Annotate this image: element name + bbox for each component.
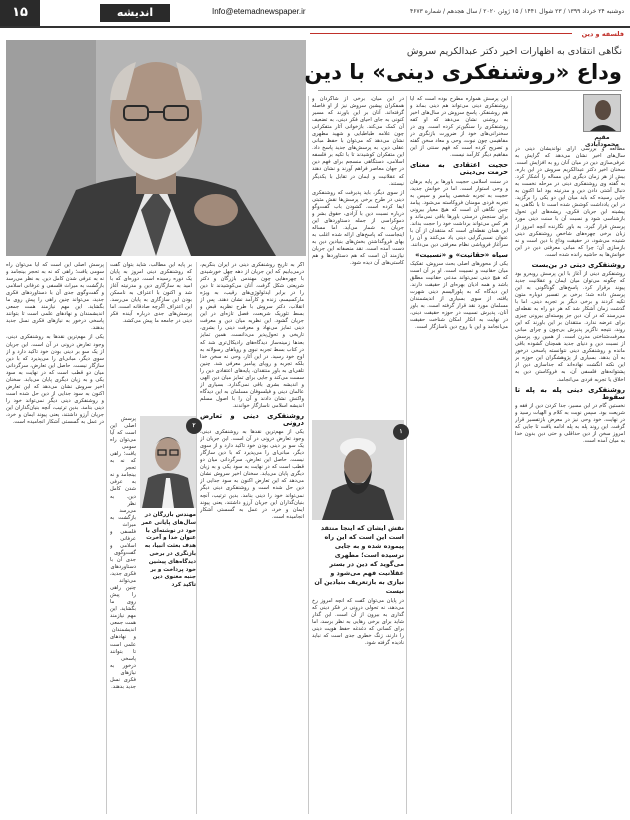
hero-portrait-photo (6, 40, 306, 256)
column-divider (511, 96, 512, 814)
author-avatar (583, 94, 621, 132)
page-header (0, 0, 630, 26)
paragraph: اگر به تاریخ روشنفکری دینی در ایران بنگریم، درمی‌یابیم که این جریان از دهه چهل خورشیدی با چهره‌هایی چون مهندس بازرگان و دکتر شریعتی شکل گرفت. آنان می‌کوشیدند تا دین را در برابر ایدئولوژی‌های رقیب، به ویژه مارکسیسم، زنده و کارآمد نشان دهند. پس از انقلاب، دکتر سروش با طرح نظریه قبض و بسط تئوریک شریعت، فصل تازه‌ای در این جریان گشود. این نظریه میان دین و معرفت دینی تمایز می‌نهاد و معرفت دینی را بشری، تاریخی و تحول‌پذیر می‌دانست. همین تمایز بعدها زمینه‌ساز دیدگاه‌های رادیکال‌تری شد که در کتاب بسط تجربه نبوی و رویاهای رسولانه به اوج خود رسید. در این آثار، وحی نه سخن خدا بلکه تجربه و رویای پیامبر معرفی شد. چنین تلقی‌ای به باور منتقدان، پایه‌های اعتقادی دین را سست می‌کند و جایی برای تمایز میان دین الهی و اندیشه بشری باقی نمی‌گذارد. بسیاری از عالمان دینی و فیلسوفان مسلمان به این دیدگاه واکنش نشان دادند و آن را با اصول مسلم اندیشه اسلامی ناسازگار خواندند. (200, 262, 304, 409)
article-column-4 (200, 262, 304, 814)
paragraph: یکی از مهم‌ترین نقدها به روشنفکری دینی، وجود تعارض درونی در آن است. این جریان از یک سو بر دینی بودن خود تاکید دارد و از سوی دیگر، مبانی‌ای را می‌پذیرد که با دین سازگار نیست. حاصل این تعارض، سرگردانی میان دو قطب است که در نهایت به سود یکی و به زیان دیگری پایان می‌یابد. سخنان اخیر سروش نشان می‌دهد که این تعارض اکنون به سود جدایی از دین حل شده است و روشنفکری دینی دیگر نمی‌تواند خود را دینی بنامد. بدین ترتیب، آنچه بنیان‌گذاران این جریان آرزو داشتند، یعنی پیوند ایمان و خرد، در عمل به گسستی آشکار انجامیده است. (200, 429, 304, 520)
article-headline: وداع «روشنفکری دینی» با دین (304, 60, 622, 84)
article-column-3 (312, 96, 404, 416)
subheading: روشنفکری دینی و تعارض درونی (200, 411, 304, 428)
subheading: روشنفکری دینی در بن‌بست (531, 260, 625, 269)
column-divider (406, 96, 407, 814)
cleric-portrait-photo (312, 420, 404, 520)
paragraph: در سنت اسلامی حجیت باورها بر پایه برهان و وحی استوار است. اما در خوانش جدید، حجیت به تجربه شخصی پیامبر و سپس به تجربه فردی مومنان فروکاسته می‌شود. پیامد چنین نگاهی آن است که هیچ معیار بیرونی برای سنجش درستی باورها باقی نمی‌ماند و هر کس می‌تواند برداشت خود را حجت بداند. این همان نقطه‌ای است که منتقدان از آن با عنوان نسبی‌گرایی دینی یاد می‌کنند و آن را سرآغاز فروپاشی نظام معرفتی دین می‌دانند. (410, 178, 508, 248)
photo-caption: نقش ایشان که اینجا منتقد است این است که این راه پیموده شده و به جایی نرسیده است؛ مطهری می‌گوید که دین در بستر عقلانیت فهم می‌شود و نیازی به بازتعریف بنیادین آن نیست (314, 524, 404, 595)
article-column-1 (515, 146, 625, 814)
article-column-2 (410, 96, 508, 814)
paragraph: مطالعه و بررسی آرای نواندیشان دینی در سال‌های اخیر نشان می‌دهد که گرایش به عرفی‌سازی دین در میان آنان رو به افزایش است. سخنان اخیر دکتر عبدالکریم سروش در این باره، بیش از هر زمان دیگری این مساله را آشکار کرد. به گفته وی روشنفکری دینی در مرحله نخست به دنبال آشتی دادن دین و مدرنیته بود اما اکنون به جایی رسیده که باید میان این دو یکی را برگزید. در این یادداشت کوشش شده است تا با نگاهی به پیشینه این جریان فکری، ریشه‌های این تحول بازشناسی شود و نسبت آن با سنت دینی مورد پرسش قرار گیرد. به باور نگارنده آنچه امروز از زبان برخی چهره‌های شاخص روشنفکری دینی شنیده می‌شود، در حقیقت وداع با دین است و نه بازسازی آن؛ چرا که مبانی معرفتی دین در این خوانش‌ها به حاشیه رانده شده است. (515, 146, 625, 258)
paragraph: این پرسش همواره مطرح بوده است که آیا روشنفکری دینی می‌تواند هم دینی بماند و هم روشنفکر. پاسخ سروش در سال‌های اخیر به روشنی نشان می‌دهد که او کفه روشنفکری را سنگین‌تر کرده است. وی در سخنرانی‌های خود از ضرورت بازنگری در مفاهیمی چون نبوت، وحی و معاد سخن گفته و تصریح کرده است که فهم سنتی از این مفاهیم دیگر کارآمد نیست. (410, 96, 508, 159)
paragraph: در این میان، برخی از شاگردان و همفکران پیشین سروش نیز از او فاصله گرفته‌اند. آنان بر این باورند که مسیر کنونی به جای احیای فکر دینی، به تضعیف آن کمک می‌کند. بازخوانی آثار متفکرانی چون علامه طباطبایی و شهید مطهری نشان می‌دهد که می‌توان با حفظ مبانی عقلی دین، به پرسش‌های جدید پاسخ داد. این متفکران کوشیدند تا با تکیه بر فلسفه اسلامی، دستگاهی منسجم برای فهم دین در جهان معاصر فراهم آورند و نشان دهند که عقلانیت و ایمان در تقابل با یکدیگر نیستند. (312, 96, 404, 187)
article-column-6 (6, 262, 104, 814)
headline-divider (318, 90, 622, 91)
paragraph: پرسش اصلی این است که آیا می‌توان راه سومی یافت؛ راهی که نه به تحجر بینجامد و نه به عرفی شدن کامل دین. به نظر می‌رسد بازگشت به میراث فلسفی و عرفانی اسلامی و گفت‌وگوی جدی آن با دستاوردهای فکری جدید، می‌تواند چنین راهی را پیش روی ما بگشاید. این مهم نیازمند همت جمعی اندیشمندان و نهادهای علمی است تا بتوانند پاسخی درخور به نیازهای فکری نسل جدید بدهند. (6, 262, 104, 332)
article-column-3-continued (312, 598, 404, 814)
author-name: مقیم محمودآبادی (584, 134, 620, 148)
subheading: روشنفکری دینی پله به پله تا سقوط (515, 385, 625, 401)
subheading: حجیت اعتقادی به معنای حرمت بی‌دینی (410, 161, 508, 177)
paragraph: بر پایه این مطالب، شاید بتوان گفت که روشنفکری دینی امروز به پایان یک دوره رسیده است. دوره‌ای که با امید به سازگاری دین و مدرنیته آغاز شد و اکنون با اعتراف به ناممکن بودن این سازگاری به پایان می‌رسد. این اعتراف اگرچه صادقانه است، اما پرسش‌های جدی درباره آینده فکر دینی در جامعه ما پیش می‌کشد. (110, 262, 192, 325)
paragraph: یکی از محورهای اصلی بحث سروش، تفکیک میان حقانیت و نسبیت است. او بر آن است که هیچ دینی نمی‌تواند مدعی حقانیت مطلق باشد و همه ادیان بهره‌ای از حقیقت دارند. این دیدگاه که به پلورالیسم دینی شهرت یافته، از سوی بسیاری از اندیشمندان مسلمان مورد نقد قرار گرفته است. به باور آنان، پذیرش نسبیت در حوزه حقیقت دینی، در نهایت به انکار امکان شناخت حقیقت می‌انجامد و این با روح دین ناسازگار است. (410, 261, 508, 331)
page-number: ۱۵ (0, 0, 40, 26)
column-divider (308, 96, 309, 814)
photo-number-badge: ۱ (393, 424, 409, 440)
issue-info: دوشنبه ۲۴ خرداد ۱۳۹۹ / ۲۳ شوال ۱۴۴۱ / ۱۵ ژوئن ۲۰۲۰ / سال هجدهم / شماره ۴۶۷۳ (409, 8, 624, 15)
photo-number-badge: ۲ (186, 418, 202, 434)
paragraph: از سوی دیگر، باید پذیرفت که روشنفکری دینی در طرح برخی پرسش‌ها نقش مثبتی ایفا کرده است. گشودن باب گفت‌وگو درباره نسبت دین با آزادی، حقوق بشر و دموکراسی از جمله دستاوردهای این جریان به شمار می‌آید. اما مساله اینجاست که پاسخ‌های ارائه شده اغلب به بهای فروگذاشتن بخش‌های بنیادین دین به دست آمده است. نقد منصفانه این جریان نیازمند آن است که هم دستاوردها و هم کاستی‌های آن دیده شود. (312, 189, 404, 267)
article-kicker: نگاهی انتقادی به اظهارات اخیر دکتر عبدالکریم سروش (406, 46, 622, 57)
paragraph: یکی از مهم‌ترین نقدها به روشنفکری دینی، وجود تعارض درونی در آن است. این جریان از یک سو بر دینی بودن خود تاکید دارد و از سوی دیگر، مبانی‌ای را می‌پذیرد که با دین سازگار نیست. حاصل این تعارض، سرگردانی میان دو قطب است که در نهایت به سود یکی و به زیان دیگری پایان می‌یابد. سخنان اخیر سروش نشان می‌دهد که این تعارض اکنون به سود جدایی از دین حل شده است و روشنفکری دینی دیگر نمی‌تواند خود را دینی بنامد. بدین ترتیب، آنچه بنیان‌گذاران این جریان آرزو داشتند، یعنی پیوند ایمان و خرد، در عمل به گسستی آشکار انجامیده است. (6, 334, 104, 426)
paragraph: پرسش اصلی این است که آیا می‌توان راه سومی یافت؛ راهی که نه به تحجر بینجامد و نه به عرفی شدن کامل دین. به نظر می‌رسد بازگشت به میراث فلسفی و عرفانی اسلامی و گفت‌وگوی جدی آن با دستاوردهای فکری جدید، می‌تواند چنین راهی را پیش روی ما بگشاید. این مهم نیازمند همت جمعی اندیشمندان و نهادهای علمی است تا بتوانند پاسخی درخور به نیازهای فکری نسل جدید بدهند. (110, 416, 136, 690)
header-divider (0, 26, 630, 28)
section-title: اندیشه (100, 4, 170, 22)
column-divider (196, 262, 197, 814)
paragraph: روشنفکری دینی از آغاز با این پرسش روبه‌رو بود که چگونه می‌توان میان ایمان و عقلانیت جدید پیوند برقرار کرد. پاسخ‌های گوناگونی به این پرسش داده شد؛ برخی بر تفسیر دوباره متون تکیه کردند و برخی دیگر بر تجربه دینی. اما با گذشت زمان آشکار شد که هر دو راه به نقطه‌ای می‌رسند که در آن، دین جز پوسته‌ای بیرونی چیزی برای عرضه ندارد. منتقدان بر این باورند که این روند، نتیجه ناگزیر پذیرش بی‌چون و چرای مبانی معرفت‌شناختی مدرن است. از همین رو، پرسش از نسبت دین و دنیای جدید همچنان گشوده باقی مانده و روشنفکری دینی نتوانسته پاسخی درخور به آن بدهد. بسیاری از پژوهشگران این حوزه بر این نکته انگشت نهاده‌اند که جداسازی دین از پشتوانه‌های فلسفی آن، به فروکاستن دین به اخلاق یا تجربه فردی می‌انجامد. (515, 270, 625, 383)
article-column-5 (110, 262, 192, 412)
paragraph: نخستین گام در این مسیر، جدا کردن دین از فقه و شریعت بود. سپس نوبت به کلام و الهیات رسید و در نهایت، خود وحی نیز در معرض بازتفسیر قرار گرفت. این روند پله به پله ادامه یافت تا جایی که امروز سخن از دین حداقلی و حتی دین بدون خدا به میان آمده است. (515, 402, 625, 444)
section-tag: فلسفه و دین (581, 30, 624, 38)
section-divider (310, 33, 572, 34)
contact-email[interactable]: Info@etemadnewspaper.ir (212, 7, 306, 16)
subheading: سیاه «حقانیت» و «نسبیت» (415, 250, 508, 259)
photo-caption: مهندس بازرگان در سال‌های پایانی عمر خود در نوشته‌ای با عنوان خدا و آخرت هدف بعثت انبیا، به بازنگری در برخی دیدگاه‌های پیشین خود پرداخت و بر جنبه معنوی دین تاکید کرد (141, 512, 196, 589)
column-divider (106, 262, 107, 814)
article-column-5-narrow (110, 416, 136, 814)
paragraph: در پایان می‌توان گفت که آنچه امروز رخ می‌دهد، نه تحولی درونی در فکر دینی که گذاری به بیرون از آن است. این گذار شاید برای برخی رهایی به نظر برسد، اما برای کسانی که دغدغه حفظ هویت دینی را دارند، زنگ خطری جدی است که نباید نادیده گرفته شود. (312, 598, 404, 647)
